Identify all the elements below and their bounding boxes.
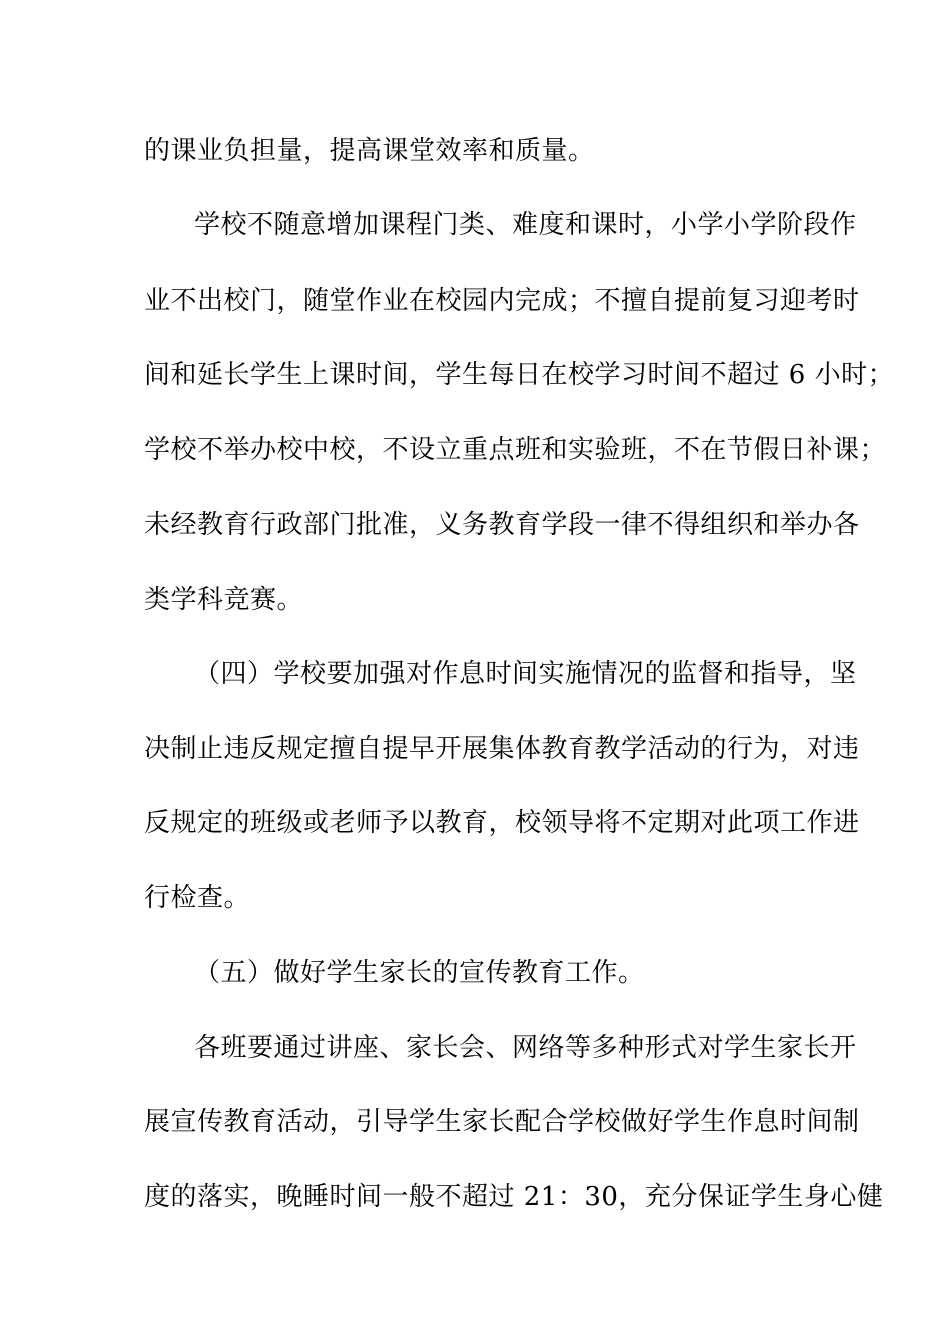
text-line: 未经教育行政部门批准，义务教育学段一律不得组织和举办各 <box>144 510 860 540</box>
text-line: 决制止违反规定擅自提早开展集体教育教学活动的行为，对违 <box>144 734 860 764</box>
paragraph-start-line: （四）学校要加强对作息时间实施情况的监督和指导，坚 <box>194 659 857 689</box>
text-line: 的课业负担量，提高课堂效率和质量。 <box>144 136 595 166</box>
text-line: 展宣传教育活动，引导学生家长配合学校做好学生作息时间制 <box>144 1107 860 1137</box>
text-line: 反规定的班级或老师予以教育，校领导将不定期对此项工作进 <box>144 808 860 838</box>
text-line: 度的落实，晚睡时间一般不超过 21：30，充分保证学生身心健 <box>144 1182 884 1212</box>
text-line: 学校不举办校中校，不设立重点班和实验班，不在节假日补课； <box>144 435 887 465</box>
text-line: 业不出校门，随堂作业在校园内完成；不擅自提前复习迎考时 <box>144 286 860 316</box>
text-line: 行检查。 <box>144 883 251 913</box>
text-line: 类学科竞赛。 <box>144 585 304 615</box>
paragraph-start-line: 各班要通过讲座、家长会、网络等多种形式对学生家长开 <box>194 1033 857 1063</box>
text-line: 间和延长学生上课时间，学生每日在校学习时间不超过 6 小时； <box>144 360 895 390</box>
paragraph-start-line: 学校不随意增加课程门类、难度和课时，小学小学阶段作 <box>194 210 857 240</box>
section-heading: （五）做好学生家长的宣传教育工作。 <box>194 958 645 988</box>
